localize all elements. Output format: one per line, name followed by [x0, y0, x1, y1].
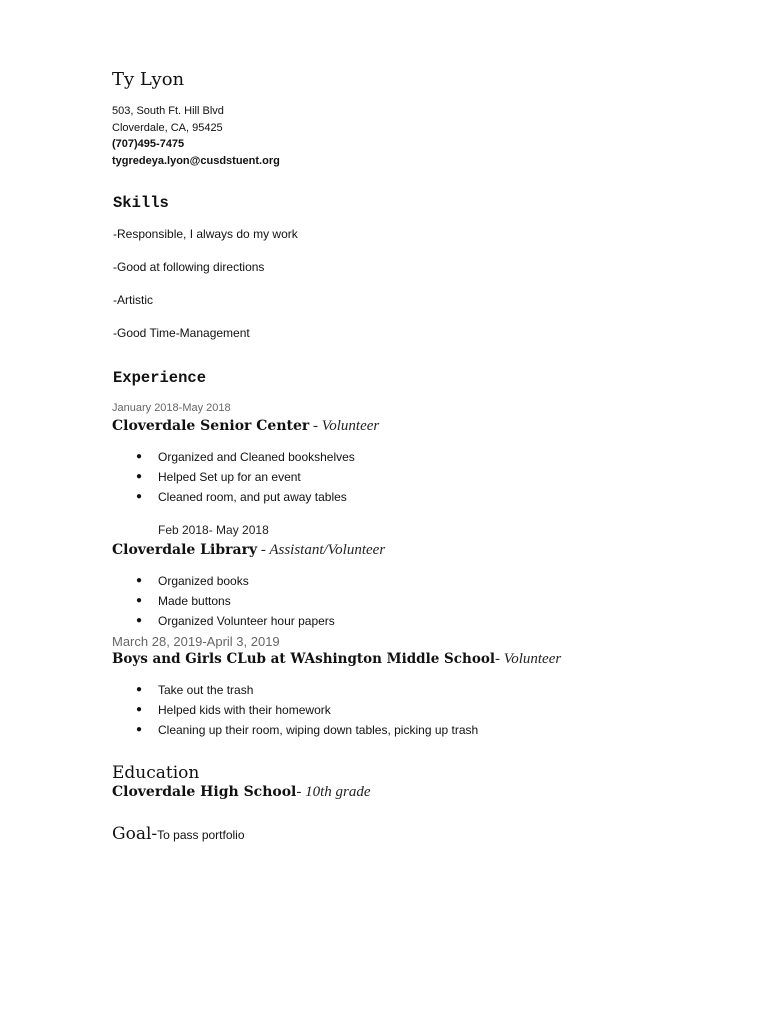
bullet-icon: ●: [136, 615, 143, 626]
phone-number: (707)495-7475: [112, 138, 185, 150]
skill-item: -Good at following directions: [113, 260, 265, 274]
education-heading: Education: [112, 763, 200, 783]
skills-heading: Skills: [113, 194, 169, 212]
job-organization: [112, 541, 385, 560]
goal-text: To pass portfolio: [157, 828, 245, 842]
skill-item: -Artistic: [113, 293, 153, 307]
job-bullet: Helped Set up for an event: [158, 470, 301, 484]
bullet-icon: ●: [136, 595, 143, 606]
job-organization: [112, 650, 561, 669]
job-bullet: Cleaned room, and put away tables: [158, 490, 347, 504]
goal-heading: Goal: [112, 824, 152, 844]
job-org-name: Cloverdale Senior Center: [112, 418, 310, 434]
bullet-icon: ●: [136, 724, 143, 735]
job-organization: [112, 417, 379, 436]
address-line-2: Cloverdale, CA, 95425: [112, 122, 223, 134]
job-role: - Volunteer: [309, 418, 380, 434]
job-bullet: Cleaning up their room, wiping down tables, picking up trash: [158, 723, 479, 737]
bullet-icon: ●: [136, 451, 143, 462]
bullet-icon: ●: [136, 471, 143, 482]
resume-name: Ty Lyon: [112, 69, 185, 90]
address-line-1: 503, South Ft. Hill Blvd: [112, 105, 224, 117]
school-name: Cloverdale High School: [112, 784, 297, 800]
bullet-icon: ●: [136, 684, 143, 695]
bullet-icon: ●: [136, 491, 143, 502]
job-bullet: Take out the trash: [158, 683, 254, 697]
skill-item: -Good Time-Management: [113, 326, 250, 340]
job-role: - Volunteer: [494, 651, 562, 667]
job-org-name: Boys and Girls CLub at WAshington Middle School: [112, 651, 495, 667]
job-role: - Assistant/Volunteer: [257, 542, 386, 558]
school-grade: - 10th grade: [296, 784, 371, 800]
job-bullet: Organized books: [158, 574, 249, 588]
job-org-name: Cloverdale Library: [112, 542, 258, 558]
bullet-icon: ●: [136, 575, 143, 586]
goal-line: [112, 823, 245, 846]
job-dates: January 2018-May 2018: [112, 402, 231, 414]
bullet-icon: ●: [136, 704, 143, 715]
job-dates: Feb 2018- May 2018: [158, 523, 269, 537]
education-school: [112, 783, 371, 802]
email-address: tygredeya.lyon@cusdstuent.org: [112, 155, 280, 167]
job-dates: March 28, 2019-April 3, 2019: [112, 634, 280, 649]
job-bullet: Helped kids with their homework: [158, 703, 331, 717]
skill-item: -Responsible, I always do my work: [113, 227, 298, 241]
job-bullet: Organized and Cleaned bookshelves: [158, 450, 355, 464]
job-bullet: Made buttons: [158, 594, 231, 608]
experience-heading: Experience: [113, 369, 207, 387]
job-bullet: Organized Volunteer hour papers: [158, 614, 335, 628]
goal-dash: -: [151, 824, 158, 844]
